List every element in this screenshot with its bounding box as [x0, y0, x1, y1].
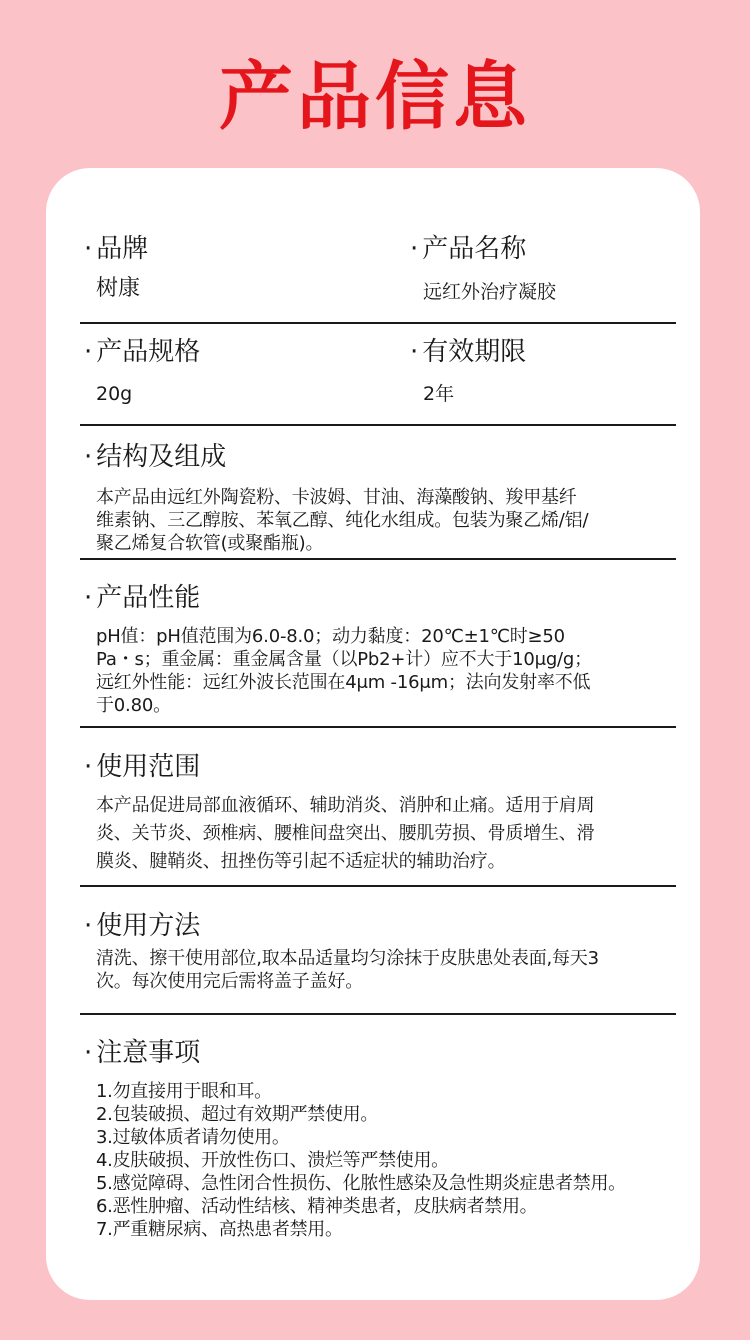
product-name-value: 远红外治疗凝胶: [423, 281, 557, 303]
spec-label: · 产品规格: [84, 335, 200, 369]
validity-value: 2年: [423, 383, 455, 405]
list-item: 7.严重糖尿病、高热患者禁用。: [96, 1219, 343, 1240]
scope-text: 本产品促进局部血液循环、辅助消炎、消肿和止痛。适用于肩周 炎、关节炎、颈椎病、腰椎间盘突出、腰肌劳损、骨质增生、滑 膜炎、腱鞘炎、扭挫伤等引起不适症状的辅助治疗。: [96, 795, 595, 872]
brand-value: 树康: [96, 276, 141, 301]
validity-label: · 有效期限: [410, 335, 526, 369]
divider: [80, 885, 676, 887]
product-name-label: · 产品名称: [410, 232, 526, 266]
spec-value: 20g: [96, 383, 133, 405]
list-item: 1.勿直接用于眼和耳。: [96, 1081, 272, 1102]
divider: [80, 558, 676, 560]
divider: [80, 424, 676, 426]
list-item: 6.恶性肿瘤、活动性结核、精神类患者，皮肤病者禁用。: [96, 1196, 538, 1217]
divider: [80, 322, 676, 324]
divider: [80, 726, 676, 728]
usage-text: 清洗、擦干使用部位,取本品适量均匀涂抹于皮肤患处表面,每天3 次。每次使用完后需将盖子盖好。: [96, 948, 599, 992]
brand-label: · 品牌: [84, 232, 148, 266]
list-item: 5.感觉障碍、急性闭合性损伤、化脓性感染及急性期炎症患者禁用。: [96, 1173, 626, 1194]
composition-label: · 结构及组成: [84, 440, 226, 474]
list-item: 3.过敏体质者请勿使用。: [96, 1127, 290, 1148]
composition-text: 本产品由远红外陶瓷粉、卡波姆、甘油、海藻酸钠、羧甲基纤 维素钠、三乙醇胺、苯氧乙醇、纯化水组成。包装为聚乙烯/铝/ 聚乙烯复合软管(或聚酯瓶)。: [96, 487, 589, 554]
divider: [80, 1013, 676, 1015]
performance-text: pH值：pH值范围为6.0-8.0；动力黏度：20℃±1℃时≥50 Pa・s；重金属：重金属含量（以Pb2+计）应不大于10μg/g； 远红外性能：远红外波长范围在4μm -16μm；法向发射率不低 于0.80。: [96, 626, 592, 716]
notes-label: · 注意事项: [84, 1036, 200, 1070]
list-item: 4.皮肤破损、开放性伤口、溃烂等严禁使用。: [96, 1150, 449, 1171]
notes-list: [96, 1080, 736, 1241]
usage-label: · 使用方法: [84, 909, 200, 943]
performance-label: · 产品性能: [84, 581, 200, 615]
list-item: 2.包装破损、超过有效期严禁使用。: [96, 1104, 379, 1125]
page-title: 产品信息: [219, 54, 531, 140]
scope-label: · 使用范围: [84, 750, 200, 784]
